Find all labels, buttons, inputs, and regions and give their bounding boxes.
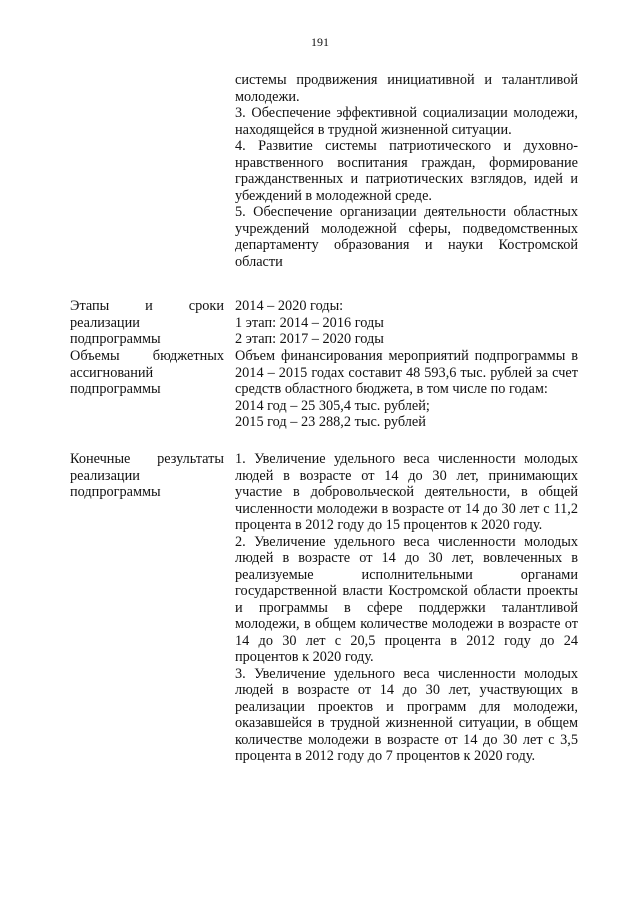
stages-label-line: подпрограммы [70, 331, 161, 347]
budget-label-line: подпрограммы [70, 381, 161, 397]
results-label-line: подпрограммы [70, 484, 161, 500]
stages-content [235, 298, 578, 348]
budget-text: Объем финансирования мероприятий подпрограммы в 2014 – 2015 годах составит 48 593,6 тыс. рублей за счет средств областного бюджета, в том числе по годам: [235, 348, 578, 397]
goal-item-3: 3. Обеспечение эффективной социализации молодежи, находящейся в трудной жизненной ситуации. [235, 105, 578, 138]
goal-text-line: системы продвижения инициативной и талантливой молодежи. [235, 72, 578, 105]
results-content [235, 451, 578, 765]
goals-continued-content [235, 72, 578, 270]
results-label [70, 451, 224, 501]
budget-label [70, 348, 224, 398]
stages-label-line: реализации [70, 314, 140, 331]
goal-item-4: 4. Развитие системы патриотического и духовно-нравственного воспитания граждан, формирование гражданственных и патриотических взглядов, идей и убеждений в молодежной среде. [235, 138, 578, 204]
budget-label-line: Объемы бюджетных [70, 348, 224, 364]
results-label-line: Конечные результаты [70, 451, 224, 467]
goal-item-5: 5. Обеспечение организации деятельности областных учреждений молодежной сферы, подведомственных департаменту образования и науки Костромской области [235, 204, 578, 270]
result-item-1: 1. Увеличение удельного веса численности молодых людей в возрасте от 14 до 30 лет, принимающих участие в добровольческой деятельности, в общей численности молодежи в возрасте от 14 до 30 лет с 11,2 процента в 2012 году до 15 процентов к 2020 году. [235, 451, 578, 533]
stages-label [70, 298, 224, 348]
results-label-line: реализации [70, 467, 140, 484]
result-item-2: 2. Увеличение удельного веса численности молодых людей в возрасте от 14 до 30 лет, вовлеченных в реализуемые исполнительными органами государственной власти Костромской области проекты и программы в сфере поддержки талантливой молодежи, в общем количестве молодежи в возрасте от 14 до 30 лет с 20,5 процента в 2012 году до 24 процентов к 2020 году. [235, 533, 578, 665]
stages-line: 2014 – 2020 годы: [235, 298, 344, 314]
budget-content [235, 348, 578, 431]
budget-label-line: ассигнований [70, 364, 154, 381]
page-number: 191 [311, 35, 329, 49]
budget-year: 2015 год – 23 288,2 тыс. рублей [235, 414, 426, 430]
budget-year: 2014 год – 25 305,4 тыс. рублей; [235, 397, 430, 414]
result-item-3: 3. Увеличение удельного веса численности молодых людей в возрасте от 14 до 30 лет, участвующих в реализации проектов и программ для молодежи, оказавшейся в трудной жизненной ситуации, в общем количестве молодежи в возрасте от 14 до 30 лет с 3,5 процента в 2012 году до 7 процентов к 2020 году. [235, 665, 578, 764]
stages-line: 1 этап: 2014 – 2016 годы [235, 314, 384, 331]
stages-line: 2 этап: 2017 – 2020 годы [235, 331, 384, 347]
stages-label-line: Этапы и сроки [70, 298, 224, 314]
